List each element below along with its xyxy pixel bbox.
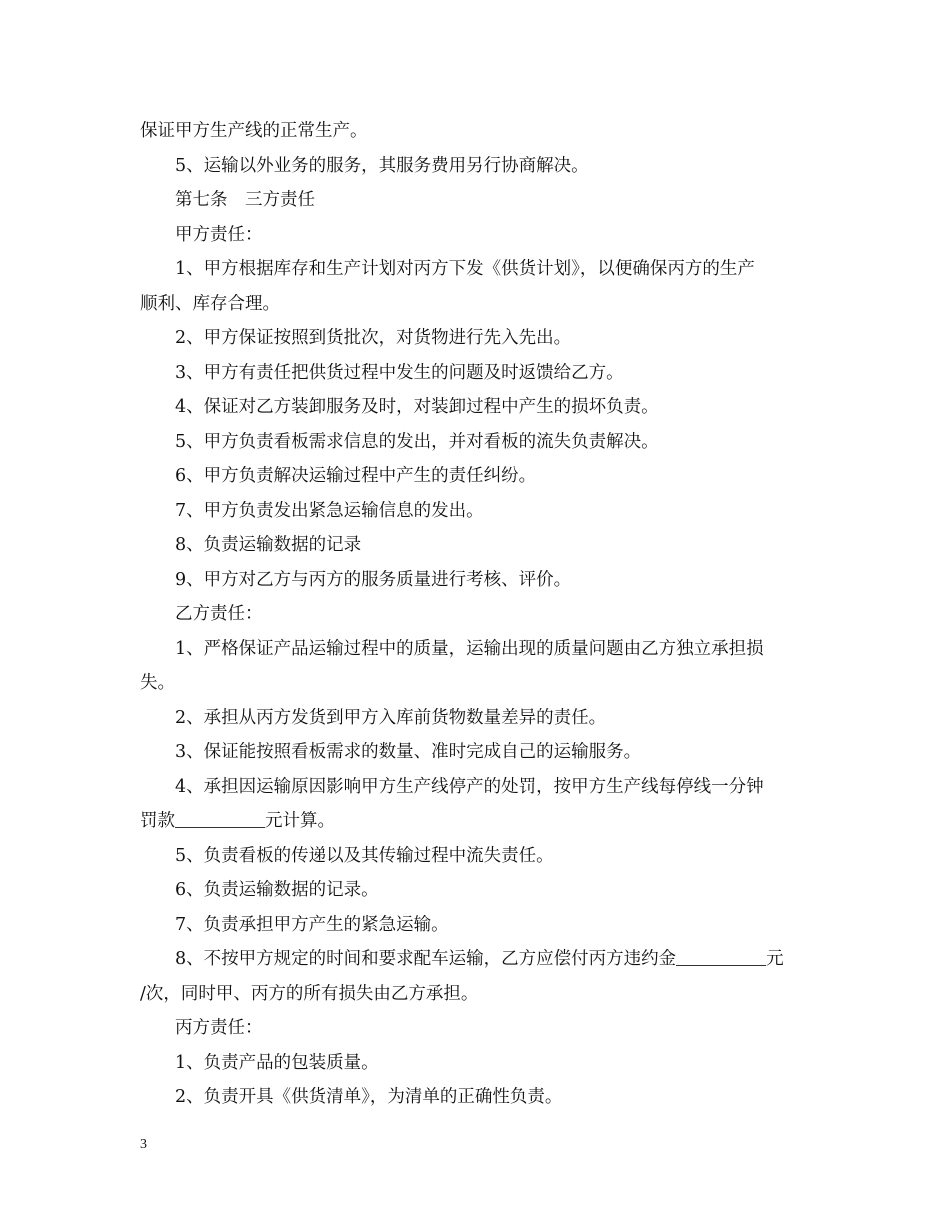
paragraph-line: 5、运输以外业务的服务，其服务费用另行协商解决。: [175, 155, 589, 176]
paragraph-line: 4、保证对乙方装卸服务及时，对装卸过程中产生的损坏负责。: [175, 397, 659, 417]
paragraph-line: 3、保证能按照看板需求的数量、准时完成自己的运输服务。: [175, 742, 642, 762]
fill-in-blank: [175, 809, 265, 828]
paragraph-line: [140, 942, 812, 977]
paragraph-line: 6、负责运输数据的记录。: [175, 880, 379, 900]
fill-in-blank: [676, 947, 766, 966]
page-number: 3: [140, 1137, 147, 1152]
subsection-heading: 甲方责任：: [175, 224, 263, 245]
paragraph-line: 2、承担从丙方发货到甲方入库前货物数量差异的责任。: [175, 707, 607, 728]
subsection-heading: 丙方责任：: [175, 1018, 263, 1038]
paragraph-line: 4、承担因运输原因影响甲方生产线停产的处罚，按甲方生产线每停线一分钟: [175, 776, 764, 797]
paragraph-line: /次，同时甲、丙方的所有损失由乙方承担。: [140, 983, 479, 1004]
paragraph-line: [140, 804, 812, 839]
paragraph-line: 1、严格保证产品运输过程中的质量，运输出现的质量问题由乙方独立承担损: [175, 638, 764, 659]
line-text: 8、不按甲方规定的时间和要求配车运输，乙方应偿付丙方违约金: [175, 949, 677, 969]
line-text: 元: [766, 949, 784, 969]
document-body: [140, 114, 812, 1115]
section-heading: 第七条 三方责任: [175, 190, 315, 210]
paragraph-line: 1、负责产品的包装质量。: [175, 1052, 379, 1073]
paragraph-line: 1、甲方根据库存和生产计划对丙方下发《供货计划》，以便确保丙方的生产: [175, 259, 755, 279]
paragraph-line: 保证甲方生产线的正常生产。: [140, 121, 368, 141]
paragraph-line: 顺利、库存合理。: [140, 293, 280, 314]
paragraph-line: 2、甲方保证按照到货批次，对货物进行先入先出。: [175, 328, 572, 348]
subsection-heading: 乙方责任：: [175, 604, 263, 624]
paragraph-line: 7、负责承担甲方产生的紧急运输。: [175, 914, 449, 935]
paragraph-line: 9、甲方对乙方与丙方的服务质量进行考核、评价。: [175, 569, 572, 590]
paragraph-line: 5、负责看板的传递以及其传输过程中流失责任。: [175, 845, 554, 866]
paragraph-line: 失。: [140, 673, 175, 693]
line-text: 元计算。: [265, 811, 335, 831]
line-text: 罚款: [140, 811, 175, 831]
paragraph-line: 3、甲方有责任把供货过程中发生的问题及时返馈给乙方。: [175, 362, 624, 383]
paragraph-line: 7、甲方负责发出紧急运输信息的发出。: [175, 500, 484, 521]
paragraph-line: 8、负责运输数据的记录: [175, 535, 362, 555]
paragraph-line: 6、甲方负责解决运输过程中产生的责任纠纷。: [175, 466, 537, 486]
paragraph-line: 5、甲方负责看板需求信息的发出，并对看板的流失负责解决。: [175, 431, 659, 452]
paragraph-line: 2、负责开具《供货清单》，为清单的正确性负责。: [175, 1087, 563, 1107]
